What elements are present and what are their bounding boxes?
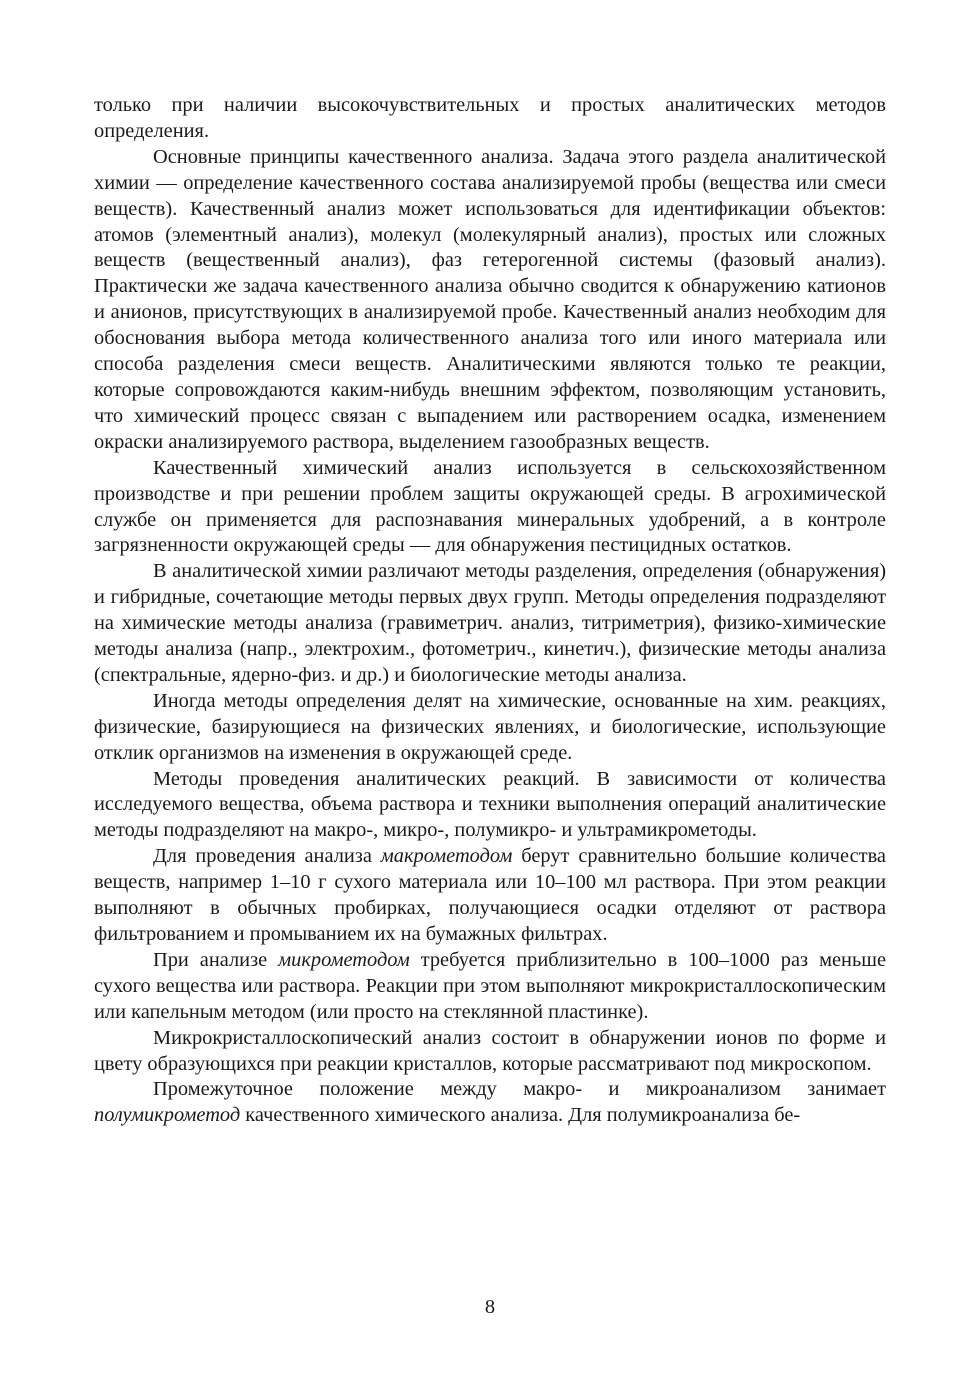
semimicromethod-text-after: качественного химического анализа. Для полумикроанализа бе- [240, 1104, 801, 1127]
semimicromethod-term: полумикрометод [94, 1104, 241, 1127]
paragraph-macromethod [94, 844, 886, 948]
micromethod-text-before: При анализе [153, 948, 279, 971]
micromethod-term: микрометодом [278, 948, 410, 971]
paragraph-determination-methods: Иногда методы определения делят на химические, основанные на хим. реакциях, физические, базирующиеся на физических явлениях, и биологические, использующие отклик организмов на изменения в окружающей среде. [94, 689, 886, 764]
page-body [94, 93, 886, 1129]
semimicromethod-text-before: Промежуточное положение между макро- и микроанализом занимает [153, 1078, 886, 1101]
paragraph-semimicromethod [94, 1077, 886, 1129]
paragraph-agricultural-use: Качественный химический анализ используется в сельскохозяйственном производстве и при решении проблем защиты окружающей среды. В агрохимической службе он применяется для распознавания минеральных удобрений, а в контроле загрязненности окружающей среды — для обнаружения пестицидных остатков. [94, 456, 886, 557]
paragraph-micromethod [94, 948, 886, 1026]
macromethod-term: макрометодом [380, 845, 513, 868]
paragraph-qualitative-principles: Основные принципы качественного анализа. Задача этого раздела аналитической химии — определение качественного состава анализируемой пробы (вещества или смеси веществ). Качественный анализ может использоваться для идентификации объектов: атомов (элементный анализ), молекул (молекулярный анализ), простых или сложных веществ (вещественный анализ), фаз гетерогенной системы (фазовый анализ). Практически же задача качественного анализа обычно сводится к обнаружению катионов и анионов, присутствующих в анализируемой пробе. Качественный анализ необходим для обоснования выбора метода количественного анализа того или иного материала или способа разделения смеси веществ. Аналитическими являются только те реакции, которые сопровождаются каким-нибудь внешним эффектом, позволяющим установить, что химический процесс связан с выпадением или растворением осадка, изменением окраски анализируемого раствора, выделением газообразных веществ. [94, 145, 886, 453]
paragraph-continuation: только при наличии высокочувствительных и простых аналитических методов определения. [94, 94, 886, 142]
paragraph-microcrystalloscopic: Микрокристаллоскопический анализ состоит в обнаружении ионов по форме и цвету образующихся при реакции кристаллов, которые рассматривают под микроскопом. [94, 1026, 886, 1075]
paragraph-method-classification: В аналитической химии различают методы разделения, определения (обнаружения) и гибридные, сочетающие методы первых двух групп. Методы определения подразделяют на химические методы анализа (гравиметрич. анализ, титриметрия), физико-химические методы анализа (напр., электрохим., фотометрич., кинетич.), физические методы анализа (спектральные, ядерно-физ. и др.) и биологические методы анализа. [94, 560, 886, 686]
micromethod-text-after: требуется приблизительно в 100–1000 раз меньше сухого вещества или раствора. Реакции при этом выполняют микрокристаллоскопическим или капельным методом (или просто на стеклянной пластинке). [94, 948, 886, 1023]
macromethod-text-before: Для проведения анализа [153, 845, 381, 868]
page-number: 8 [484, 1296, 496, 1318]
macromethod-text-after: берут сравнительно большие количества веществ, например 1–10 г сухого материала или 10–100 мл раствора. При этом реакции выполняют в обычных пробирках, получающиеся осадки отделяют от раствора фильтрованием и промыванием их на бумажных фильтрах. [94, 845, 886, 945]
paragraph-reaction-methods: Методы проведения аналитических реакций. В зависимости от количества исследуемого вещества, объема раствора и техники выполнения операций аналитические методы подразделяют на макро-, микро-, полумикро- и ультрамикрометоды. [94, 767, 886, 842]
